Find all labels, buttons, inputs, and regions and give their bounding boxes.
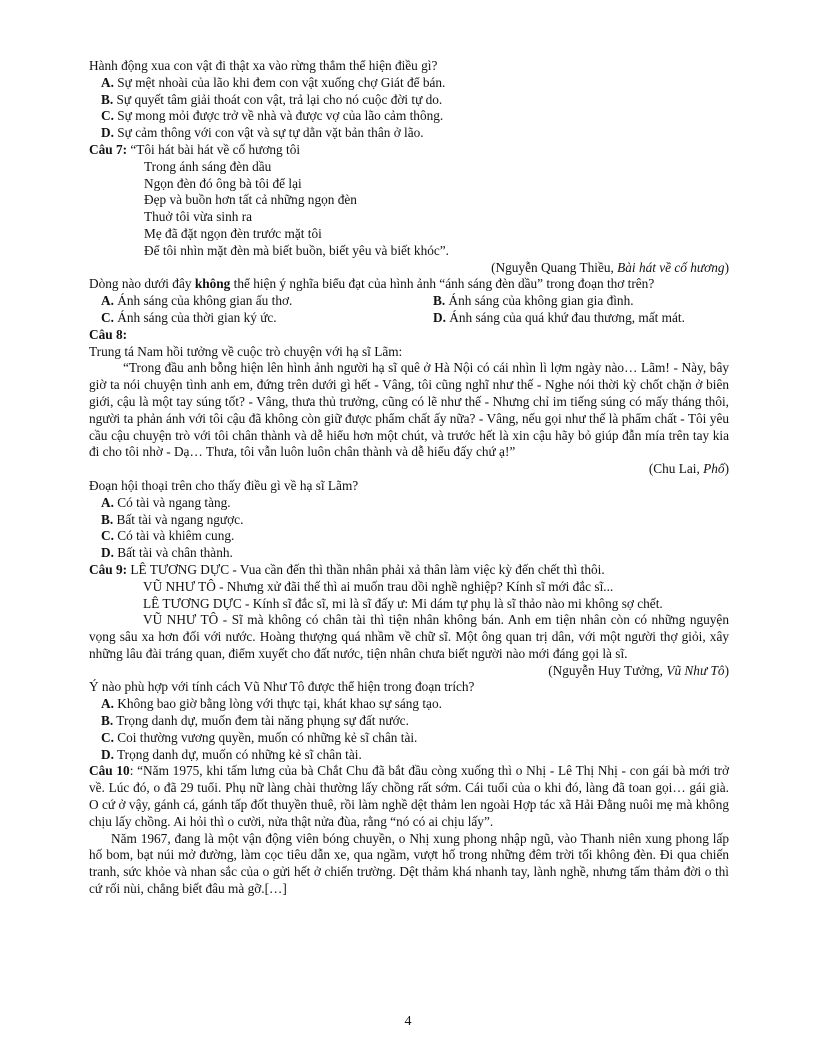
q7-option-b: B. Ánh sáng của không gian gia đình. — [433, 293, 634, 309]
q9-question: Ý nào phù hợp với tính cách Vũ Như Tô được thể hiện trong đoạn trích? — [89, 679, 475, 695]
q7-poem-line: Thuở tôi vừa sinh ra — [144, 209, 253, 225]
q6-option-c: C. Sự mong mỏi được trở về nhà và được vợ của lão cảm thông. — [101, 108, 444, 124]
exam-page — [89, 58, 729, 898]
page-number: 4 — [404, 1014, 412, 1029]
q7-option-a: A. Ánh sáng của không gian ấu thơ. — [101, 293, 293, 309]
q8-option-b: B. Bất tài và ngang ngược. — [101, 511, 244, 527]
q7-poem-line: Đẹp và buồn hơn tất cả những ngọn đèn — [144, 192, 357, 208]
q8-intro: Trung tá Nam hồi tưởng về cuộc trò chuyện với hạ sĩ Lãm: — [89, 343, 403, 359]
q9-option-c: C. Coi thường vương quyền, muốn có những kẻ sĩ chân tài. — [101, 729, 418, 745]
q7-heading: Câu 7: “Tôi hát bài hát về cố hương tôi — [89, 141, 301, 157]
q9-option-a: A. Không bao giờ bằng lòng với thực tại, khát khao sự sáng tạo. — [101, 696, 442, 712]
q8-option-a: A. Có tài và ngang tàng. — [101, 494, 231, 510]
q10-paragraph-1: Câu 10: “Năm 1975, khi tấm lưng của bà Chắt Chu đã bắt đầu còng xuống thì o Nhị - Lê Thị Nhị - con gái bà mới trở về. Lúc đó, o đã 29 tuổi. Phụ nữ làng chài thường lấy chồng rất sớm. Cái tuổi của o khi đó, làng đã toan gọi… gái già. O cứ ở vậy, gánh cá, gánh tấp đốt thuyền thuê, rồi làm nghề dệt thảm len ngoài Hợp tác xã Hải Đằng nuôi mẹ mà không chịu lấy chồng. Ai hỏi thì o cười, nửa thật nửa đùa, rằng “nó có ai chịu lấy”. — [89, 763, 729, 829]
q7-question: Dòng nào dưới đây không thể hiện ý nghĩa biểu đạt của hình ảnh “ánh sáng đèn dầu” trong đoạn thơ trên? — [89, 276, 655, 292]
q9-line-4: VŨ NHƯ TÔ - Sĩ mà không có chân tài thì tiện nhân không bán. Anh em tiện nhân còn có những nguyện vọng sâu xa hơn đối với nước. Hoàng thượng quá nhầm về chữ sĩ. Một ông quan trị dân, với một người thợ giỏi, xây những lâu đài tráng quan, điểm xuyết cho đất nước, tiện nhân chưa biết người nào mới đáng gọi là sĩ. — [89, 612, 729, 661]
q9-line-3: LÊ TƯƠNG DỰC - Kính sĩ đắc sĩ, mi là sĩ đấy ư: Mi dám tự phụ là sĩ thảo nào mi không sợ chết. — [143, 595, 663, 611]
q8-option-d: D. Bất tài và chân thành. — [101, 545, 233, 561]
q8-source: (Chu Lai, Phố) — [648, 461, 729, 477]
q8-option-c: C. Có tài và khiêm cung. — [101, 528, 235, 544]
q7-poem-line: Trong ánh sáng đèn dầu — [144, 158, 272, 174]
q8-question: Đoạn hội thoại trên cho thấy điều gì về hạ sĩ Lãm? — [89, 477, 359, 493]
q9-line-1: Câu 9: LÊ TƯƠNG DỰC - Vua cần đến thì thần nhân phải xả thân làm việc kỳ đến chết thì thôi. — [89, 561, 605, 577]
q10-paragraph-2: Năm 1967, đang là một vận động viên bóng chuyền, o Nhị xung phong nhập ngũ, vào Thanh niên xung phong lấp hố bom, bạt núi mở đường, làm cọc tiêu dẫn xe, qua ngầm, vượt hố trong những đêm trời tối không đèn. Đi qua chiến tranh, sức khỏe và nhan sắc của o gửi hết ở chiến trường. Dệt thảm khá nhanh tay, lành nghề, nhưng tấm thảm đời o thì cứ rối nùi, chẳng biết đâu mà gỡ.[…] — [89, 830, 729, 897]
q6-question: Hành động xua con vật đi thật xa vào rừng thẳm thể hiện điều gì? — [89, 58, 438, 73]
q6-option-d: D. Sự cảm thông với con vật và sự tự dằn vặt bản thân ở lão. — [101, 125, 424, 141]
q6-option-a: A. Sự mệt nhoài của lão khi đem con vật xuống chợ Giát để bán. — [101, 74, 446, 90]
q7-options-row-1 — [89, 293, 729, 310]
q7-poem-line: Ngọn đèn đó ông bà tôi để lại — [144, 175, 302, 191]
q7-options-row-2 — [89, 310, 729, 327]
q7-poem-line: Mẹ đã đặt ngọn đèn trước mặt tôi — [144, 225, 322, 241]
q9-option-d: D. Trọng danh dự, muốn có những kẻ sĩ chân tài. — [101, 746, 362, 762]
q6-option-b: B. Sự quyết tâm giải thoát con vật, trả lại cho nó cuộc đời tự do. — [101, 91, 443, 107]
q9-option-b: B. Trọng danh dự, muốn đem tài năng phụng sự đất nước. — [101, 713, 409, 729]
q9-source: (Nguyễn Huy Tưởng, Vũ Như Tô) — [548, 662, 729, 678]
q7-option-d: D. Ánh sáng của quá khứ đau thương, mất mát. — [433, 309, 685, 325]
q8-passage: “Trong đầu anh bỗng hiện lên hình ảnh người hạ sĩ quê ở Hà Nội có cái nhìn lì lợm ngày nào… Lãm! - Này, bây giờ ta nói chuyện tình anh em, đứng trên dưới gì hết - Vâng, tôi cũng nghĩ như thế - Nghe nói thời kỳ chốt chặn ở biên giới, cậu là một tay súng tốt? - Vâng, thưa thủ trưởng, cũng có lẽ như thế - Nhưng chỉ im tiếng súng có mấy tháng thôi, người ta phản ánh với tôi cậu đã không còn giữ được phẩm chất ấy nữa? - Vâng, nếu gọi như thế là phẩm chất - Tôi yêu cầu cậu chuyện trò với tôi chân thành và dễ hiểu hơn một chút, và trước hết là xin cậu hãy bỏ giúp đẫn mía trên tay kia đi cho tôi nhờ - Dạ… Thưa, tôi vẫn luôn luôn chân thành và dễ hiểu đấy chứ ạ!” — [89, 360, 729, 460]
q9-line-2: VŨ NHƯ TÔ - Nhưng xử đãi thế thì ai muốn trau dồi nghề nghiệp? Kính sĩ mới đắc sĩ... — [143, 578, 614, 594]
q7-option-c: C. Ánh sáng của thời gian ký ức. — [101, 309, 277, 325]
q8-heading: Câu 8: — [89, 326, 128, 342]
q7-source: (Nguyễn Quang Thiều, Bài hát về cố hương) — [491, 259, 729, 275]
q7-poem-line: Để tôi nhìn mặt đèn mà biết buồn, biết yêu và biết khóc”. — [144, 242, 450, 258]
